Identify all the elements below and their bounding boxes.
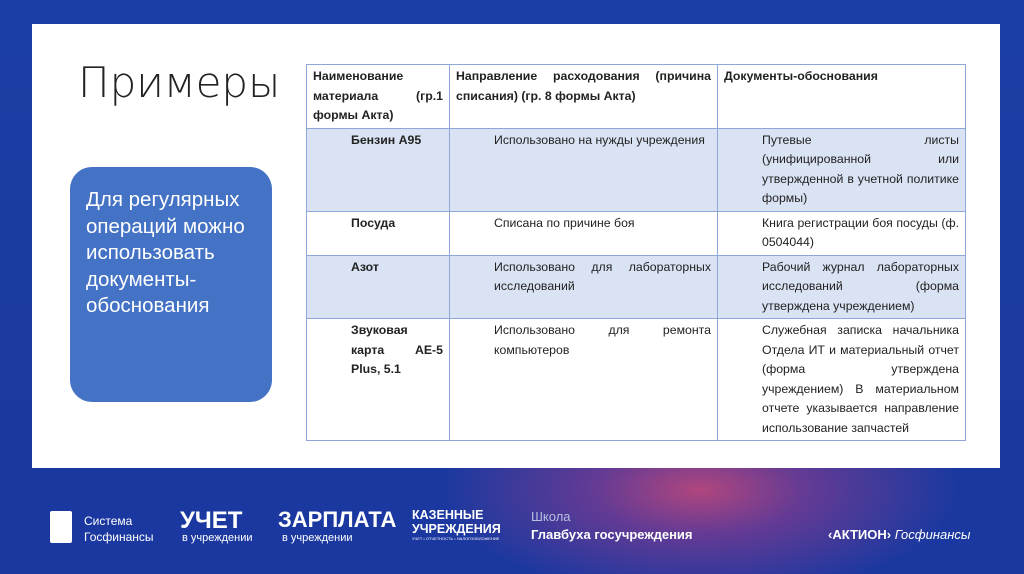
- logo-uchet-sub: в учреждении: [182, 532, 253, 544]
- logo-zarplata: ЗАРПЛАТА: [278, 507, 397, 532]
- cell-material: Звуковая карта АЕ-5 Plus, 5.1: [307, 319, 450, 441]
- header-material: Наименование материала (гр.1 формы Акта): [307, 65, 450, 129]
- table-header-row: [307, 65, 966, 129]
- cell-material: Посуда: [307, 211, 450, 255]
- cell-direction: Использовано для лабораторных исследований: [450, 255, 718, 319]
- book-icon: [50, 511, 72, 543]
- cell-material: Азот: [307, 255, 450, 319]
- cell-documents: Книга регистрации боя посуды (ф. 0504044): [718, 211, 966, 255]
- logo-school: Школа: [531, 509, 571, 524]
- cell-direction: Использовано для ремонта компьютеров: [450, 319, 718, 441]
- cell-documents: Путевые листы (унифицированной или утвержденной в учетной политике формы): [718, 128, 966, 211]
- cell-direction: Списана по причине боя: [450, 211, 718, 255]
- header-direction: Направление расходования (причина списания) (гр. 8 формы Акта): [450, 65, 718, 129]
- table-row: [307, 211, 966, 255]
- examples-table: [306, 64, 966, 441]
- logo-zarplata-sub: в учреждении: [282, 532, 353, 544]
- cell-direction: Использовано на нужды учреждения: [450, 128, 718, 211]
- callout-box: Для регулярных операций можно использовать документы-обоснования: [70, 167, 272, 402]
- slide-title: Примеры: [78, 58, 281, 107]
- cell-documents: Рабочий журнал лабораторных исследований (форма утверждена учреждением): [718, 255, 966, 319]
- cell-material: Бензин А95: [307, 128, 450, 211]
- logo-uchet: УЧЕТ: [180, 507, 243, 534]
- logo-school-name: Главбуха госучреждения: [531, 527, 693, 542]
- table-row: [307, 319, 966, 441]
- table-row: [307, 255, 966, 319]
- cell-documents: Служебная записка начальника Отдела ИТ и материальный отчет (форма утверждена учреждением) В материальном отчете указывается направление использование запчастей: [718, 319, 966, 441]
- logo-gosfinansy: Система Госфинансы: [84, 514, 154, 544]
- footer-logos: [0, 505, 1024, 555]
- table-row: [307, 128, 966, 211]
- logo-aktion: ‹АКТИОН› Госфинансы: [828, 527, 971, 542]
- logo-kazennye: КАЗЕННЫЕ УЧРЕЖДЕНИЯ УЧЕТ • ОТЧЕТНОСТЬ • НАЛОГООБЛОЖЕНИЕ: [412, 508, 501, 541]
- header-documents: Документы-обоснования: [718, 65, 966, 129]
